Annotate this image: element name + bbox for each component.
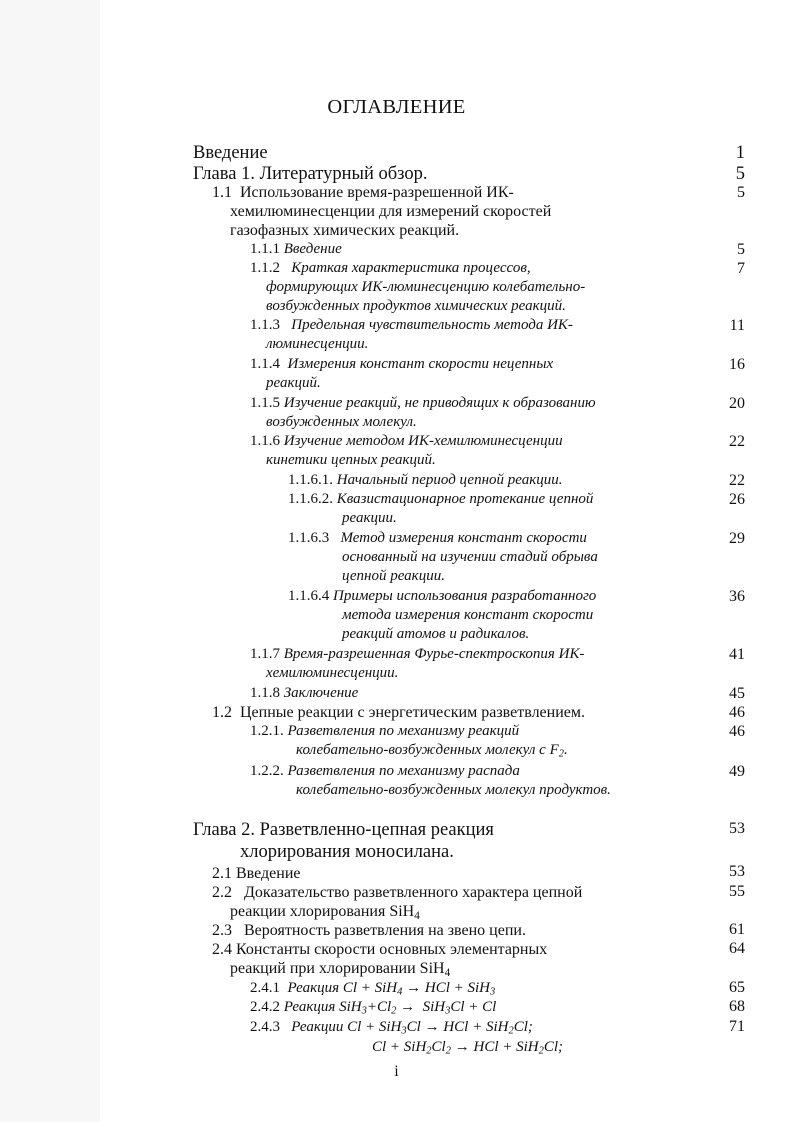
toc-entry-1-1-6[interactable] — [250, 433, 563, 450]
toc-entry-2-4-1[interactable] — [250, 980, 495, 997]
page-number: 53 — [729, 820, 745, 837]
section-title: Изучение реакций, не приводящих к образованию — [283, 395, 596, 411]
section-title-cont: люминесценции. — [266, 336, 369, 352]
toc-entry-chapter-1[interactable]: Глава 1. Литературный обзор. — [193, 164, 428, 184]
page-number: 22 — [729, 472, 745, 489]
page-number: 29 — [729, 530, 745, 547]
page-number: 64 — [729, 940, 745, 957]
toc-entry-1-1-5[interactable] — [250, 395, 596, 412]
toc-entry-2-4-3[interactable] — [250, 1019, 533, 1036]
section-title: Введение — [283, 241, 342, 257]
section-number: 1.1.6.2. — [288, 491, 333, 507]
toc-entry-1-1-6-2[interactable] — [288, 491, 593, 508]
toc-entry-2-4-2[interactable] — [250, 999, 496, 1016]
section-number: 1.2.1. — [250, 723, 284, 739]
section-title-cont: реакций. — [266, 375, 321, 391]
toc-entry-1-1-3[interactable] — [250, 317, 573, 334]
section-title-cont: реакций при хлорировании SiH$_4$ — [230, 960, 451, 979]
toc-entry-2-4[interactable] — [212, 941, 547, 959]
toc-entry-1-2-1[interactable] — [250, 723, 519, 740]
section-number: 1.1 — [212, 184, 232, 201]
section-title: Реакция $SiH_3+Cl_2 \to SiH_3Cl + Cl$ — [283, 999, 497, 1017]
section-title: Краткая характеристика процессов, — [291, 260, 531, 276]
page-number: 71 — [729, 1018, 745, 1035]
toc-entry-2-3[interactable] — [212, 922, 526, 940]
section-title-cont: реакций атомов и радикалов. — [342, 626, 530, 642]
section-title: Использование время-разрешенной ИК- — [240, 184, 514, 201]
page-number: 7 — [737, 260, 745, 277]
section-number: 2.4 — [212, 941, 232, 958]
section-title: Время-разрешенная Фурье-спектроскопия ИК- — [283, 646, 585, 662]
page-number: 55 — [729, 883, 745, 900]
page-number: 16 — [729, 356, 745, 373]
page-number: 49 — [729, 763, 745, 780]
page-number: 11 — [729, 317, 745, 334]
section-title-cont: возбужденных молекул. — [266, 414, 417, 430]
page-number: 5 — [735, 164, 745, 184]
toc-entry-1-1-7[interactable] — [250, 646, 584, 663]
toc-entry-2-1[interactable] — [212, 865, 301, 883]
page-number: 53 — [729, 863, 745, 880]
section-title-cont: колебательно-возбужденных молекул с $F_2$. — [296, 742, 568, 760]
page-number: 5 — [737, 184, 745, 201]
section-title: Разветвления по механизму реакций — [287, 723, 520, 739]
section-number: 1.1.6.1. — [288, 472, 333, 488]
section-number: 1.1.5 — [250, 395, 280, 411]
section-title: Примеры использования разработанного — [333, 588, 597, 604]
section-number: 1.1.1 — [250, 241, 280, 257]
page-number: 65 — [729, 979, 745, 996]
section-title: Разветвления по механизму распада — [287, 763, 520, 779]
section-title: Введение — [236, 865, 301, 882]
section-title: Цепные реакции с энергетическим разветвлением. — [240, 704, 585, 721]
page-number: 20 — [729, 395, 745, 412]
section-title: Доказательство разветвленного характера цепной — [244, 884, 583, 901]
section-number: 1.1.4 — [250, 356, 280, 372]
page-number: 61 — [729, 921, 745, 938]
toc-entry-2-2[interactable] — [212, 884, 582, 902]
section-title: Вероятность разветвления на звено цепи. — [244, 922, 526, 939]
section-title-cont: реакции. — [342, 510, 397, 526]
page-number: 22 — [729, 433, 745, 450]
toc-entry-1-2-2[interactable] — [250, 763, 520, 780]
toc-entry-1-1-6-1[interactable] — [288, 472, 563, 489]
page-number: 68 — [729, 998, 745, 1015]
page-number: 1 — [735, 143, 745, 163]
section-title: Реакция Cl + SiH$_4$ → HCl + SiH$_3$ — [287, 980, 496, 998]
toc-entry-1-1-1[interactable] — [250, 241, 342, 258]
section-title: Квазистационарное протекание цепной — [336, 491, 594, 507]
toc-entry-1-1-2[interactable] — [250, 260, 531, 277]
section-title: Реакции Cl + SiH$_3$Cl → HCl + SiH$_2$Cl; — [291, 1019, 533, 1037]
section-title-cont: формирующих ИК-люминесценцию колебательно- — [266, 279, 586, 295]
section-number: 1.1.3 — [250, 317, 280, 333]
section-number: 2.4.2 — [250, 999, 280, 1015]
toc-entry-1-1-6-3[interactable] — [288, 530, 587, 547]
section-title-cont: хемилюминесценции. — [266, 665, 399, 681]
page-edge — [0, 0, 100, 1122]
section-title: Константы скорости основных элементарных — [236, 941, 548, 958]
section-number: 1.1.8 — [250, 685, 280, 701]
section-title: Начальный период цепной реакции. — [336, 472, 563, 488]
section-title-cont: газофазных химических реакций. — [230, 222, 460, 239]
section-number: 2.1 — [212, 865, 232, 882]
section-number: 1.2 — [212, 704, 232, 721]
page-number: 36 — [729, 588, 745, 605]
page-number: 41 — [729, 646, 745, 663]
toc-entry-1-1[interactable] — [212, 184, 514, 202]
section-title-cont: основанный на изучении стадий обрыва — [342, 549, 598, 565]
section-title-cont: метода измерения констант скорости — [342, 607, 594, 623]
toc-entry-1-1-4[interactable] — [250, 356, 553, 373]
section-number: 2.4.3 — [250, 1019, 280, 1035]
section-number: 1.1.6.4 — [288, 588, 330, 604]
section-title-cont: возбужденных продуктов химических реакций. — [266, 298, 566, 314]
toc-entry-1-1-6-4[interactable] — [288, 588, 596, 605]
section-title-cont: цепной реакции. — [342, 568, 445, 584]
page-number: 5 — [737, 241, 745, 258]
section-title-cont: реакции хлорирования SiH$_4$ — [230, 903, 420, 922]
section-title: Предельная чувствительность метода ИК- — [291, 317, 573, 333]
section-title: Изучение методом ИК-хемилюминесценции — [283, 433, 563, 449]
toc-entry-1-1-8[interactable] — [250, 685, 358, 702]
section-number: 2.2 — [212, 884, 232, 901]
section-title: Метод измерения констант скорости — [340, 530, 587, 546]
section-number: 2.3 — [212, 922, 232, 939]
section-number: 1.1.7 — [250, 646, 280, 662]
section-number: 1.1.2 — [250, 260, 280, 276]
toc-entry-intro[interactable]: Введение — [193, 143, 268, 163]
toc-entry-chapter-2[interactable]: Глава 2. Разветвленно-цепная реакция — [193, 820, 494, 840]
section-number: 1.2.2. — [250, 763, 284, 779]
page-number: 46 — [729, 704, 745, 721]
page-number: 26 — [729, 491, 745, 508]
page-folio: i — [394, 1063, 399, 1080]
section-number: 1.1.6.3 — [288, 530, 330, 546]
page-number: 46 — [729, 723, 745, 740]
section-title-cont: кинетики цепных реакций. — [266, 452, 436, 468]
section-number: 2.4.1 — [250, 980, 280, 996]
section-title-cont: хемилюминесценции для измерений скоростей — [230, 203, 552, 220]
section-number: 1.1.6 — [250, 433, 280, 449]
chapter-title-cont: хлорирования моносилана. — [240, 842, 454, 862]
section-title-cont: $Cl + SiH_2Cl_2$ → HCl + SiH$_2$Cl; — [372, 1039, 564, 1057]
section-title: Измерения констант скорости нецепных — [287, 356, 554, 372]
section-title-cont: колебательно-возбужденных молекул продуктов. — [296, 782, 611, 798]
section-title: Заключение — [283, 685, 359, 701]
toc-entry-1-2[interactable] — [212, 704, 585, 722]
toc-title: ОГЛАВЛЕНИЕ — [327, 96, 466, 118]
page-number: 45 — [729, 685, 745, 702]
